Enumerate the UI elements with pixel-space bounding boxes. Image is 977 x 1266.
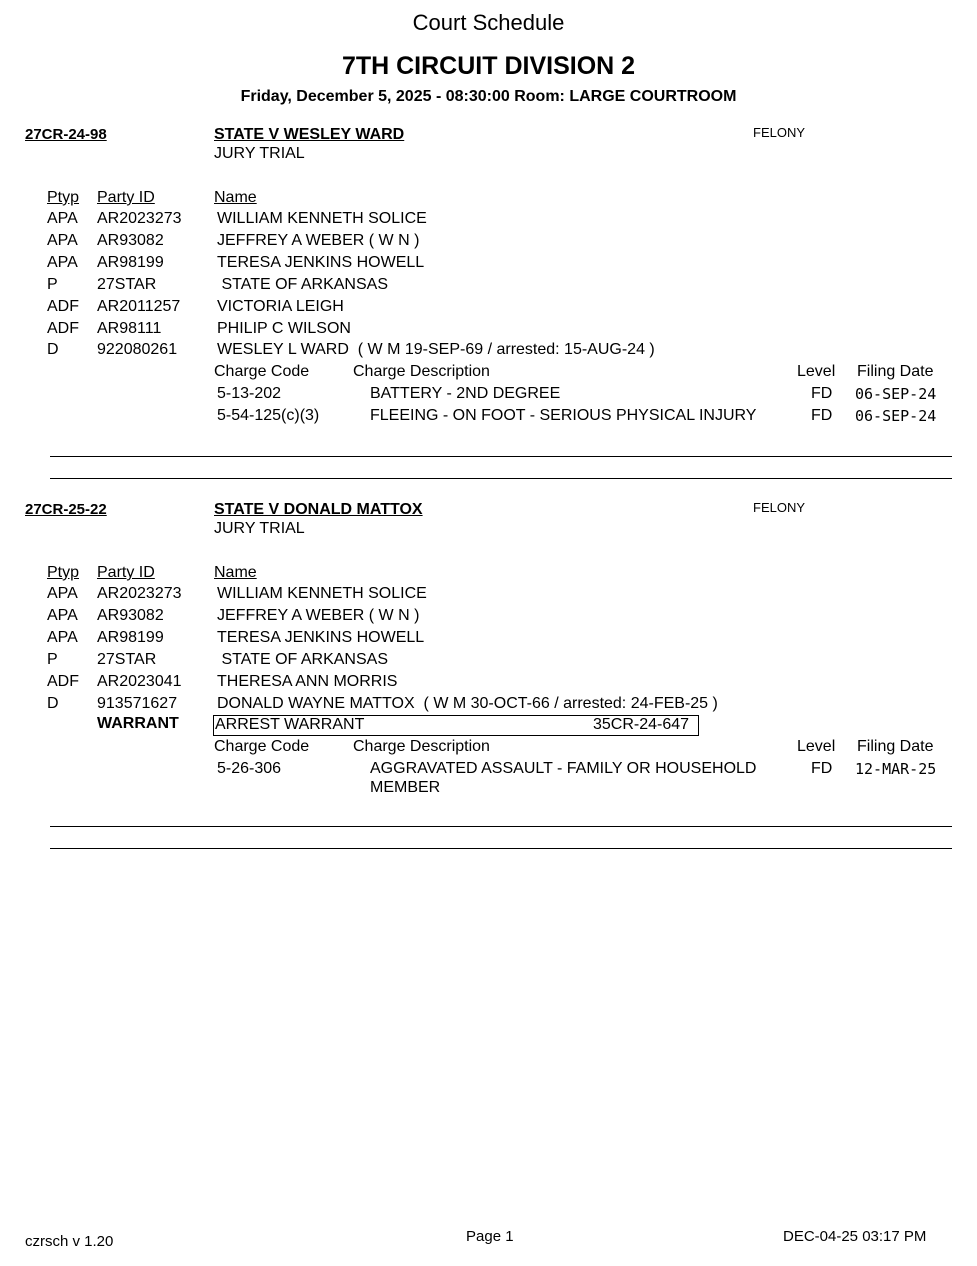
party-name: DONALD WAYNE MATTOX ( W M 30-OCT-66 / arrested: 24-FEB-25 ) — [217, 695, 718, 712]
party-type: APA — [47, 210, 78, 227]
case-number: 27CR-24-98 — [25, 126, 107, 143]
party-type: APA — [47, 629, 78, 646]
charge-code: 5-13-202 — [217, 385, 282, 402]
party-type: P — [47, 651, 58, 668]
ptyp-header: Ptyp — [47, 189, 80, 206]
filing-date: 06-SEP-24 — [855, 407, 937, 425]
case-title: STATE V WESLEY WARD — [214, 126, 405, 143]
charge-description: BATTERY - 2ND DEGREE — [370, 385, 561, 402]
party-name: WILLIAM KENNETH SOLICE — [217, 210, 427, 227]
document-title: Court Schedule — [412, 10, 565, 35]
charge-level: FD — [811, 407, 833, 424]
party-name: TERESA JENKINS HOWELL — [217, 629, 425, 646]
party-id: AR98199 — [97, 629, 164, 646]
session-info: Friday, December 5, 2025 - 08:30:00 Room: LARGE COURTROOM — [240, 88, 737, 105]
party-type: APA — [47, 585, 78, 602]
charge-level: FD — [811, 760, 833, 777]
party-name: STATE OF ARKANSAS — [217, 651, 388, 668]
filing-date-header: Filing Date — [857, 363, 934, 380]
filing-date: 12-MAR-25 — [855, 760, 937, 778]
level-header: Level — [797, 738, 836, 755]
party-name: WILLIAM KENNETH SOLICE — [217, 585, 427, 602]
case-divider — [50, 848, 952, 849]
party-id: 27STAR — [97, 276, 157, 293]
charge-description-continued: MEMBER — [370, 779, 441, 796]
charge-code: 5-54-125(c)(3) — [217, 407, 320, 424]
party-type: APA — [47, 232, 78, 249]
party-type: D — [47, 695, 59, 712]
charge-code-header: Charge Code — [214, 738, 310, 755]
charge-description-header: Charge Description — [353, 738, 490, 755]
case-title: STATE V DONALD MATTOX — [214, 501, 423, 518]
party-name: WESLEY L WARD ( W M 19-SEP-69 / arrested: 15-AUG-24 ) — [217, 341, 655, 358]
name-header: Name — [214, 189, 257, 206]
name-header: Name — [214, 564, 257, 581]
charge-description-header: Charge Description — [353, 363, 490, 380]
party-name: JEFFREY A WEBER ( W N ) — [217, 607, 420, 624]
hearing-type: JURY TRIAL — [214, 145, 305, 162]
party-type: APA — [47, 254, 78, 271]
party-id: AR98199 — [97, 254, 164, 271]
party-id: AR2023273 — [97, 210, 182, 227]
charge-description: FLEEING - ON FOOT - SERIOUS PHYSICAL INJURY — [370, 407, 757, 424]
charge-code: 5-26-306 — [217, 760, 282, 777]
party-id: AR2023041 — [97, 673, 182, 690]
case-classification: FELONY — [753, 125, 806, 140]
party-id: AR93082 — [97, 232, 164, 249]
warrant-type: ARREST WARRANT — [215, 716, 365, 733]
party-type: ADF — [47, 298, 79, 315]
case-divider — [50, 478, 952, 479]
party-name: VICTORIA LEIGH — [217, 298, 344, 315]
filing-date-header: Filing Date — [857, 738, 934, 755]
charge-description: AGGRAVATED ASSAULT - FAMILY OR HOUSEHOLD — [370, 760, 757, 777]
charge-level: FD — [811, 385, 833, 402]
party-id: AR93082 — [97, 607, 164, 624]
party-id-header: Party ID — [97, 564, 155, 581]
party-name: STATE OF ARKANSAS — [217, 276, 388, 293]
case-divider — [50, 456, 952, 457]
print-timestamp: DEC-04-25 03:17 PM — [783, 1228, 927, 1245]
party-id: 922080261 — [97, 341, 178, 358]
party-type: ADF — [47, 673, 79, 690]
party-id: 27STAR — [97, 651, 157, 668]
party-type: D — [47, 341, 59, 358]
party-name: TERESA JENKINS HOWELL — [217, 254, 425, 271]
charge-code-header: Charge Code — [214, 363, 310, 380]
party-name: THERESA ANN MORRIS — [217, 673, 398, 690]
warrant-number: 35CR-24-647 — [593, 716, 690, 733]
party-id: AR2023273 — [97, 585, 182, 602]
party-name: JEFFREY A WEBER ( W N ) — [217, 232, 420, 249]
party-type: ADF — [47, 320, 79, 337]
party-id: AR2011257 — [97, 298, 181, 315]
hearing-type: JURY TRIAL — [214, 520, 305, 537]
case-divider — [50, 826, 952, 827]
party-id: 913571627 — [97, 695, 178, 712]
version-label: czrsch v 1.20 — [25, 1233, 114, 1250]
case-classification: FELONY — [753, 500, 806, 515]
level-header: Level — [797, 363, 836, 380]
ptyp-header: Ptyp — [47, 564, 80, 581]
page-number: Page 1 — [466, 1228, 514, 1245]
case-number: 27CR-25-22 — [25, 501, 107, 518]
filing-date: 06-SEP-24 — [855, 385, 937, 403]
party-name: PHILIP C WILSON — [217, 320, 351, 337]
division-title: 7TH CIRCUIT DIVISION 2 — [341, 52, 636, 80]
party-id: AR98111 — [97, 320, 162, 337]
party-type: P — [47, 276, 58, 293]
warrant-label: WARRANT — [97, 715, 179, 732]
party-type: APA — [47, 607, 78, 624]
party-id-header: Party ID — [97, 189, 155, 206]
